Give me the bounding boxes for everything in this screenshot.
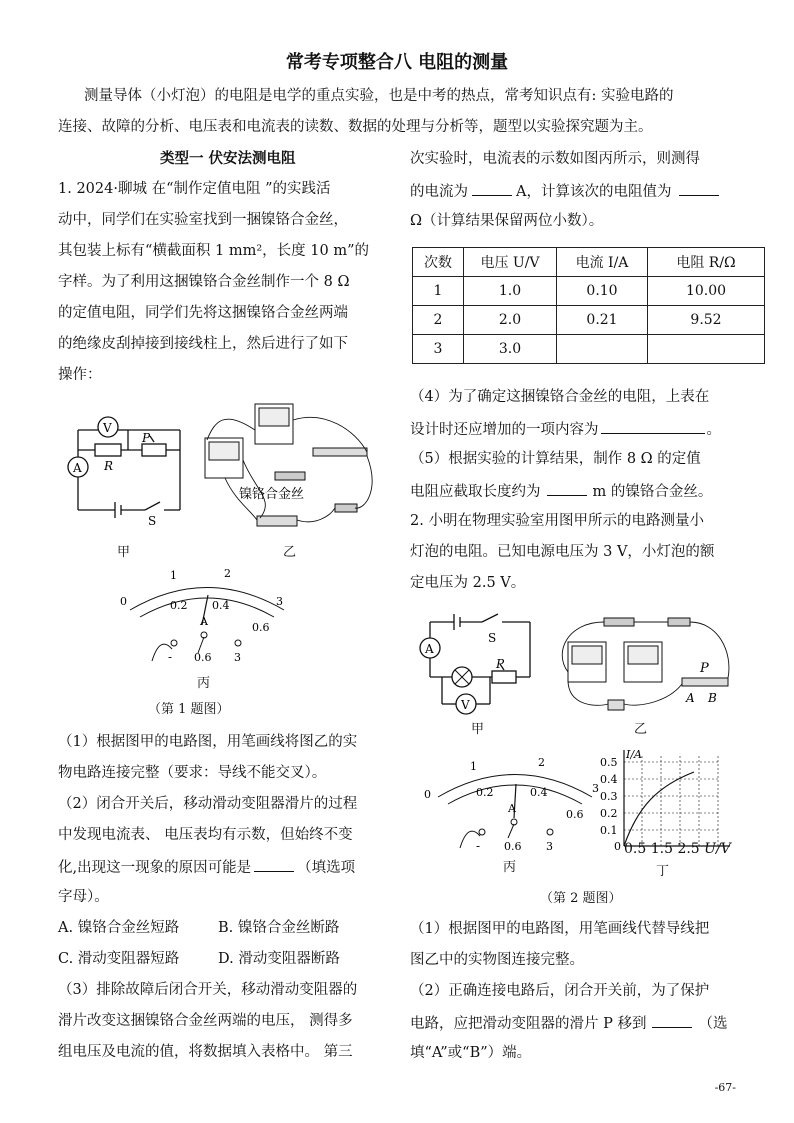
q1-text: 设计时还应增加的一项内容为 <box>410 422 599 438</box>
meter-tick-bottom: 0.4 <box>530 786 548 799</box>
fig-caption: （第 2 题图） <box>540 891 622 906</box>
q2-physical-circuit <box>548 612 738 722</box>
graph-xtick: 0.5 <box>624 841 647 857</box>
rheostat-end-a: A <box>686 691 695 705</box>
fig-label-bing: 丙 <box>197 676 211 691</box>
q2-part2-line <box>410 1013 727 1033</box>
slider-label: P <box>496 657 505 671</box>
table-cell: 1.0 <box>464 277 557 306</box>
q1-line: 其包装上标有“横截面积 1 mm²，长度 10 m”的 <box>58 243 369 259</box>
fig-label-jia: 甲 <box>117 545 131 560</box>
answer-blank[interactable] <box>472 181 512 196</box>
option-d: D. 滑动变阻器断路 <box>218 951 340 967</box>
meter-tick-bottom: 0.4 <box>212 599 230 612</box>
fig-label-yi: 乙 <box>283 545 297 560</box>
answer-blank[interactable] <box>679 181 719 196</box>
slider-label: P <box>700 661 709 676</box>
q1-line: 的定值电阻，同学们先将这捆镍铬合金丝两端 <box>58 305 348 321</box>
table-header: 电流 I/A <box>557 248 648 277</box>
graph-ytick: 0 <box>614 840 621 853</box>
graph-ytick: 0.2 <box>600 807 618 820</box>
graph-ylabel: I/A <box>626 748 642 761</box>
table-cell: 2.0 <box>464 306 557 335</box>
q1-text: 的电流为 <box>410 184 468 200</box>
meter-tick-top: 0 <box>120 595 127 608</box>
option-a: A. 镍铬合金丝短路 <box>58 920 180 936</box>
q1-part3-cont: Ω（计算结果保留两位小数）。 <box>410 213 604 229</box>
q1-circuit-diagram <box>60 410 190 530</box>
q2-text: （选 <box>698 1016 728 1032</box>
q2-line: 2. 小明在物理实验室用图甲所示的电路测量小 <box>410 513 704 529</box>
data-table <box>412 247 765 364</box>
q2-part2: （2）正确连接电路后，闭合开关前，为了保护 <box>410 983 710 999</box>
option-c: C. 滑动变阻器短路 <box>58 951 180 967</box>
table-cell[interactable] <box>648 335 765 364</box>
q1-ammeter-dial <box>112 565 292 665</box>
table-cell: 2 <box>413 306 464 335</box>
q2-text: 电路，应把滑动变阻器的滑片 P 移到 <box>410 1016 647 1032</box>
meter-tick-top: 2 <box>538 756 545 769</box>
q1-part3: 组电压及电流的值，将数据填入表格中。 第三 <box>58 1044 353 1060</box>
q2-part1: 图乙中的实物图连接完整。 <box>410 952 584 968</box>
voltmeter-label: V <box>103 421 112 435</box>
fig-label-ding: 丁 <box>656 864 670 879</box>
table-header: 次数 <box>413 248 464 277</box>
table-cell[interactable] <box>557 335 648 364</box>
meter-tick-top: 3 <box>276 595 283 608</box>
table-row <box>413 277 765 306</box>
graph-ytick: 0.4 <box>600 773 618 786</box>
q1-line: 的绝缘皮刮掉接到接线柱上，然后进行了如下 <box>58 336 348 352</box>
q1-part2-text: （填选项 <box>297 860 356 876</box>
q1-line: 字样。为了利用这捆镍铬合金丝制作一个 8 Ω <box>58 274 350 290</box>
voltmeter-label: V <box>461 698 470 712</box>
meter-tick-top: 1 <box>470 760 477 773</box>
meter-tick-top: 0 <box>424 788 431 801</box>
q1-part1: （1）根据图甲的电路图，用笔画线将图乙的实 <box>58 734 358 750</box>
meter-tick-top: 3 <box>592 782 599 795</box>
option-b: B. 镍铬合金丝断路 <box>218 920 340 936</box>
table-cell: 10.00 <box>648 277 765 306</box>
q2-part1: （1）根据图甲的电路图，用笔画线代替导线把 <box>410 921 710 937</box>
intro-line-2: 连接、故障的分析、电压表和电流表的读数、数据的处理与分析等，题型以实验探究题为主。 <box>58 119 653 135</box>
meter-terminal: - <box>476 839 481 852</box>
ammeter-label: A <box>73 461 82 475</box>
page-number: -67- <box>714 1081 736 1094</box>
table-cell: 0.21 <box>557 306 648 335</box>
q1-part5-line <box>410 481 712 501</box>
table-cell: 3 <box>413 335 464 364</box>
fig-label-bing: 丙 <box>503 860 517 875</box>
meter-terminal: 3 <box>234 651 241 664</box>
table-header-row <box>413 248 765 277</box>
graph-xlabel: U/V <box>704 841 731 857</box>
meter-tick-top: 1 <box>170 569 177 582</box>
fig-label-jia: 甲 <box>471 722 485 737</box>
intro-line-1: 测量导体（小灯泡）的电阻是电学的重点实验，也是中考的热点，常考知识点有: 实验电路的 <box>84 88 674 104</box>
q1-part4-line <box>410 419 721 439</box>
ammeter-label: A <box>425 642 434 656</box>
q1-part4: （4）为了确定这捆镍铬合金丝的电阻，上表在 <box>410 389 710 405</box>
slider-label: P <box>142 431 151 445</box>
switch-label: S <box>148 514 157 528</box>
q1-part2-line <box>58 857 355 877</box>
graph-ytick: 0.5 <box>600 756 618 769</box>
meter-tick-bottom: 0.2 <box>476 786 494 799</box>
graph-xtick: 1.5 <box>650 841 673 857</box>
q1-part3-cont: 次实验时，电流表的示数如图丙所示，则测得 <box>410 151 700 167</box>
q2-line: 定电压为 2.5 V。 <box>410 575 526 591</box>
table-row <box>413 335 765 364</box>
q2-part2: 填“A”或“B”）端。 <box>410 1045 532 1061</box>
q1-part3: 滑片改变这捆镍铬合金丝两端的电压， 测得多 <box>58 1013 353 1029</box>
q1-text: A，计算该次的电阻值为 <box>516 184 672 200</box>
graph-xtick: 2.5 <box>677 841 700 857</box>
q2-circuit-diagram <box>412 612 542 724</box>
meter-terminal: 0.6 <box>504 840 522 852</box>
graph-ytick: 0.3 <box>600 790 618 803</box>
meter-terminal: 3 <box>546 840 553 852</box>
answer-blank[interactable] <box>547 481 587 496</box>
answer-blank[interactable] <box>652 1013 692 1028</box>
meter-tick-bottom: 0.2 <box>170 599 188 612</box>
graph-xaxis <box>624 841 731 857</box>
table-header: 电压 U/V <box>464 248 557 277</box>
q1-part3-cont-line <box>410 181 719 201</box>
answer-blank[interactable] <box>601 419 705 434</box>
q1-part3: （3）排除故障后闭合开关，移动滑动变阻器的 <box>58 982 358 998</box>
q1-line: 1. 2024·聊城 在“制作定值电阻 ”的实践活 <box>58 181 331 197</box>
q2-ammeter-dial <box>420 752 605 852</box>
table-cell: 9.52 <box>648 306 765 335</box>
q1-part2: （2）闭合开关后，移动滑动变阻器滑片的过程 <box>58 796 358 812</box>
meter-tick-bottom: 0.6 <box>566 808 584 821</box>
q1-part2: 字母）。 <box>58 889 109 905</box>
section-heading: 类型一 伏安法测电阻 <box>160 151 296 167</box>
table-cell: 3.0 <box>464 335 557 364</box>
switch-label: S <box>488 631 497 645</box>
table-cell: 1 <box>413 277 464 306</box>
meter-tick-top: 2 <box>224 567 231 580</box>
meter-tick-bottom: 0.6 <box>252 621 270 634</box>
q1-physical-circuit <box>195 400 395 530</box>
q1-text: 电阻应截取长度约为 <box>410 484 541 500</box>
q1-line: 操作： <box>58 367 102 383</box>
resistor-label: R <box>104 459 114 473</box>
q1-part5: （5）根据实验的计算结果，制作 8 Ω 的定值 <box>410 451 701 467</box>
fig-caption: （第 1 题图） <box>148 702 230 717</box>
graph-ytick: 0.1 <box>600 824 618 837</box>
fig-label-yi: 乙 <box>634 722 648 737</box>
q1-part1: 物电路连接完整（要求：导线不能交叉）。 <box>58 765 327 781</box>
q1-text: 。 <box>706 422 721 438</box>
meter-unit: A <box>200 615 208 628</box>
q1-line: 动中，同学们在实验室找到一捆镍铬合金丝， <box>58 212 348 228</box>
q2-iv-graph <box>598 746 738 856</box>
table-cell: 0.10 <box>557 277 648 306</box>
page-title: 常考专项整合八 电阻的测量 <box>285 52 509 73</box>
q2-line: 灯泡的电阻。已知电源电压为 3 V，小灯泡的额 <box>410 544 715 560</box>
q1-part2: 中发现电流表、 电压表均有示数，但始终不变 <box>58 827 353 843</box>
rheostat-end-b: B <box>708 691 717 705</box>
nichrome-wire-label: 镍铬合金丝 <box>239 487 305 502</box>
answer-blank[interactable] <box>254 857 294 872</box>
table-row <box>413 306 765 335</box>
table-header: 电阻 R/Ω <box>648 248 765 277</box>
meter-unit: A <box>508 802 516 815</box>
meter-terminal: - <box>168 650 173 664</box>
q1-part2-text: 化,出现这一现象的原因可能是 <box>58 860 252 876</box>
q1-text: m 的镍铬合金丝。 <box>592 484 713 500</box>
meter-terminal: 0.6 <box>194 651 212 664</box>
